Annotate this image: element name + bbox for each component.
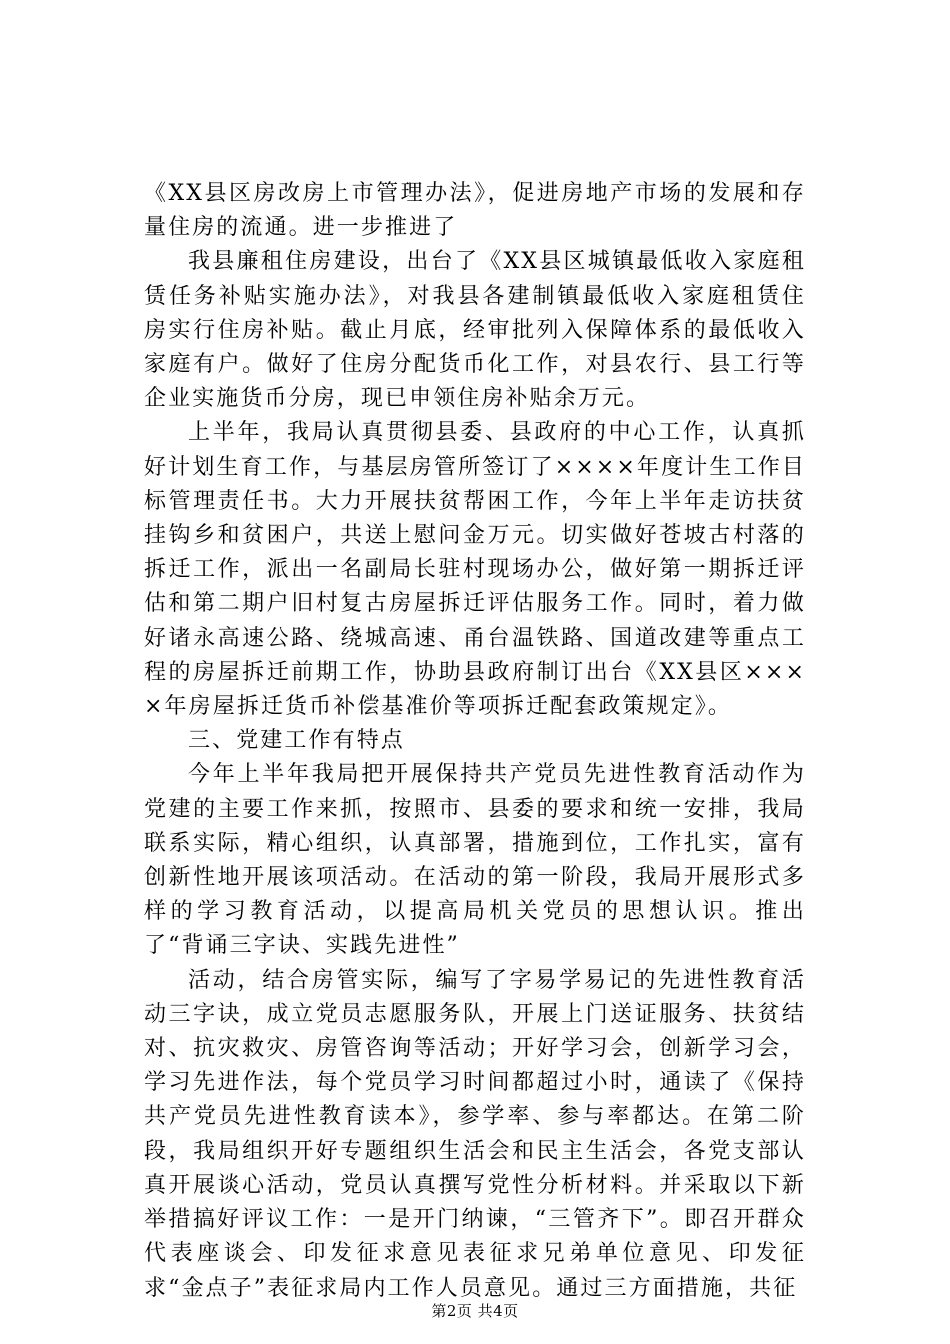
paragraph-continuation: 《XX县区房改房上市管理办法》，促进房地产市场的发展和存量住房的流通。进一步推进了: [144, 181, 806, 241]
paragraph-activities: 活动，结合房管实际，编写了字易学易记的先进性教育活动三字诀，成立党员志愿服务队，开展上门送证服务、扶贫结对、抗灾救灾、房管咨询等活动；开好学习会，创新学习会，学习先进作法，每个党员学习时间都超过小时，通读了《保持共产党员先进性教育读本》，参学率、参与率都达。在第二阶段，我局组织开好专题组织生活会和民主生活会，各党支部认真开展谈心活动，党员认真撰写党性分析材料。并采取以下新举措搞好评议工作：一是开门纳谏，“三管齐下”。即召开群众代表座谈会、印发征求意见表征求兄弟单位意见、印发征求“金点子”表征求局内工作人员意见。通过三方面措施，共征: [144, 967, 806, 1301]
paragraph-first-half-work: 上半年，我局认真贯彻县委、县政府的中心工作，认真抓好计划生育工作，与基层房管所签订了××××年度计生工作目标管理责任书。大力开展扶贫帮困工作，今年上半年走访扶贫挂钩乡和贫困户，共送上慰问金万元。切实做好苍坡古村落的拆迁工作，派出一名副局长驻村现场办公，做好第一期拆迁评估和第二期户旧村复古房屋拆迁评估服务工作。同时，着力做好诸永高速公路、绕城高速、甬台温铁路、国道改建等重点工程的房屋拆迁前期工作，协助县政府制订出台《XX县区××××年房屋拆迁货币补偿基准价等项拆迁配套政策规定》。: [144, 420, 806, 720]
section-heading-party-building: 三、党建工作有特点: [188, 728, 405, 754]
page-number-footer: 第2页 共4页: [431, 1302, 519, 1320]
paragraph-housing-subsidy: 我县廉租住房建设，出台了《XX县区城镇最低收入家庭租赁任务补贴实施办法》，对我县各建制镇最低收入家庭租赁住房实行住房补贴。截止月底，经审批列入保障体系的最低收入家庭有户。做好了住房分配货币化工作，对县农行、县工行等企业实施货币分房，现已申领住房补贴余万元。: [144, 249, 806, 412]
document-body: [144, 177, 806, 1306]
paragraph-party-education: 今年上半年我局把开展保持共产党员先进性教育活动作为党建的主要工作来抓，按照市、县委的要求和统一安排，我局联系实际，精心组织，认真部署，措施到位，工作扎实，富有创新性地开展该项活动。在活动的第一阶段，我局开展形式多样的学习教育活动，以提高局机关党员的思想认识。推出了“背诵三字诀、实践先进性”: [144, 762, 806, 959]
